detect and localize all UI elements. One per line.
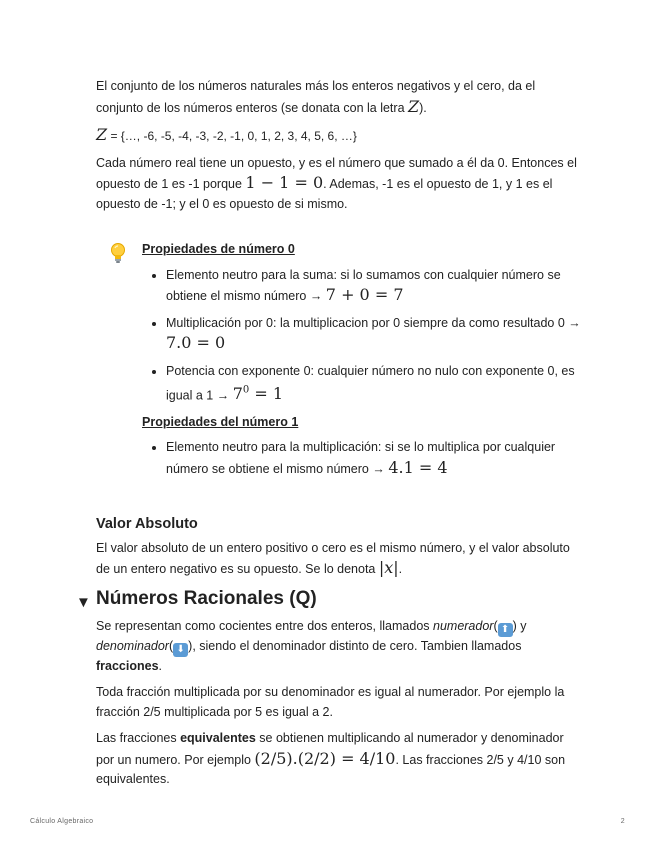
- paragraph-enteros: [96, 77, 583, 118]
- math-exponent: 0: [242, 385, 250, 396]
- text: Cada número real tiene un opuesto, y es el número que sumado a él da 0. Entonces el opuesto de 1 es -1 porque: [96, 155, 577, 191]
- list-item: [166, 438, 583, 479]
- math-rest: = 1: [249, 384, 284, 404]
- text: El valor absoluto de un entero positivo o cero es el mismo número, y el valor absoluto de un entero negativo es su opuesto. Se lo denota: [96, 540, 570, 577]
- arrow-down-icon: ⬇: [173, 643, 188, 657]
- term-numerador: numerador: [433, 618, 494, 633]
- toggle-heading-racionales[interactable]: [76, 587, 583, 611]
- text: , siendo el denominador distinto de cero. Tambien llamados: [192, 638, 522, 653]
- heading-valor-absoluto: Valor Absoluto: [96, 516, 198, 533]
- item-text: Elemento neutro para la suma: si lo sumamos con cualquier número se obtiene el mismo número →: [166, 267, 561, 303]
- paragraph-valor-absoluto: [96, 539, 583, 580]
- arrow-up-icon: ⬆: [498, 623, 513, 637]
- paragraph-opuesto: [96, 154, 583, 215]
- item-text: Potencia con exponente 0: cualquier número no nulo con exponente 0, es igual a 1 →: [166, 363, 575, 403]
- math-z: Z: [408, 96, 420, 116]
- item-math: [233, 384, 283, 403]
- text: (: [168, 638, 174, 653]
- list-item: [166, 314, 583, 355]
- list-propiedades-uno: [142, 438, 583, 479]
- text: ): [512, 618, 517, 633]
- math-z-set-symbol: Z: [96, 125, 108, 144]
- lightbulb-icon: [110, 242, 126, 264]
- text: se obtienen multiplicando al numerador y denominador por un numero. Por ejemplo: [96, 731, 564, 767]
- zset-text: = {…, -6, -5, -4, -3, -2, -1, 0, 1, 2, 3, 4, 5, 6, …}: [107, 129, 357, 143]
- text: . Ademas, -1 es el opuesto de 1, y 1 es el opuesto de -1; y el 0 es opuesto de si mismo.: [96, 177, 553, 211]
- list-propiedades-cero: [142, 266, 583, 406]
- math-equivalentes: (2/5).(2/2) = 4/10: [254, 748, 396, 768]
- math-base: 7: [232, 384, 243, 404]
- paragraph-zset: [96, 125, 583, 147]
- term-equivalentes: equivalentes: [180, 731, 256, 746]
- text: . Las fracciones 2/5 y 4/10 son equivalentes.: [96, 752, 566, 787]
- text: ): [188, 638, 193, 653]
- text: (: [493, 618, 498, 633]
- toggle-triangle-icon[interactable]: ▼: [76, 593, 91, 611]
- text: Las fracciones: [96, 731, 181, 746]
- list-item: [166, 266, 583, 307]
- footer-page-number: 2: [620, 818, 625, 825]
- term-fracciones: fracciones: [96, 658, 159, 673]
- page-content: [76, 77, 583, 797]
- paragraph-equivalentes: [96, 729, 583, 790]
- item-math: 7.0 = 0: [166, 333, 226, 352]
- callout-propiedades: [96, 240, 583, 479]
- text: El conjunto de los números naturales más los enteros negativos y el cero, da el conjunto de los números enteros (se donata con la letra: [96, 79, 536, 115]
- heading-propiedades-uno: Propiedades del número 1: [142, 414, 299, 429]
- text: .: [158, 658, 163, 673]
- paragraph-racionales-def: [96, 617, 583, 677]
- item-math: 7 + 0 = 7: [325, 285, 404, 304]
- list-item: [166, 362, 583, 406]
- item-math: 4.1 = 4: [388, 457, 448, 477]
- text: ).: [419, 100, 427, 115]
- paragraph-fraccion-denominador: Toda fracción multiplicada por su denominador es igual al numerador. Por ejemplo la fracción 2/5 multiplicada por 5 es igual a 2.: [96, 685, 565, 719]
- heading-propiedades-cero: Propiedades de número 0: [142, 242, 295, 256]
- item-text: Elemento neutro para la multiplicación: si se lo multiplica por cualquier número se obtiene el mismo número →: [166, 440, 556, 476]
- math-opuesto: 1 − 1 = 0: [245, 173, 324, 192]
- text: .: [398, 562, 403, 577]
- text: Se representan como cocientes entre dos enteros, llamados: [96, 618, 433, 633]
- heading-text: Números Racionales (Q): [96, 587, 317, 609]
- text: y: [516, 618, 527, 633]
- term-denominador: denominador: [96, 638, 169, 653]
- footer-title: Cálculo Algebraico: [30, 818, 94, 825]
- math-abs: |x|: [378, 558, 399, 578]
- item-text: Multiplicación por 0: la multiplicacion por 0 siempre da como resultado 0 →: [166, 315, 581, 330]
